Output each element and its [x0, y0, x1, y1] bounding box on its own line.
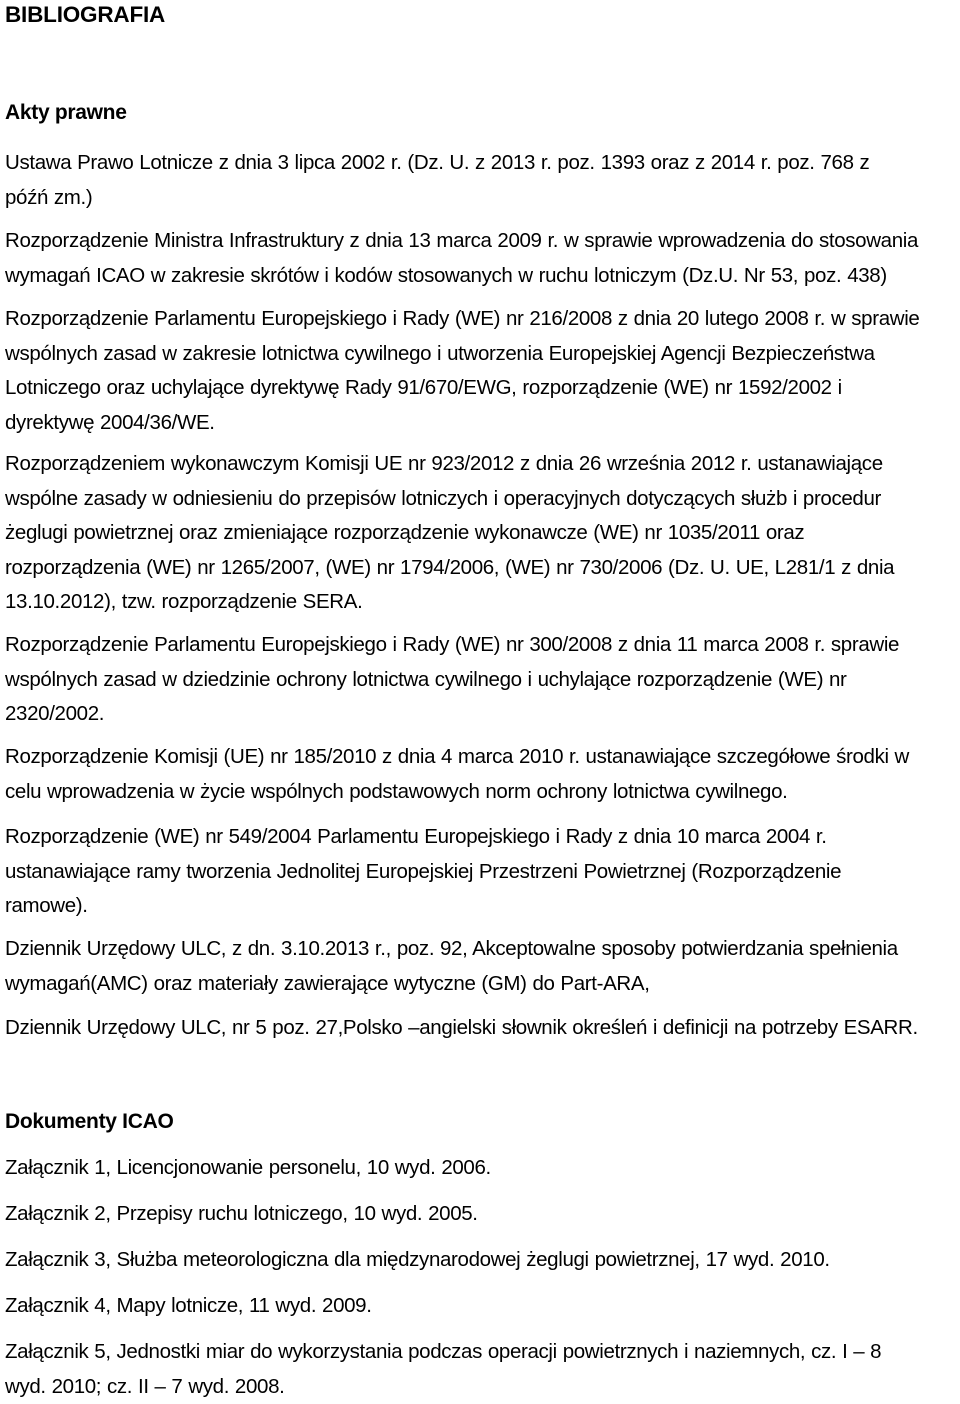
entry-line: wymagań(AMC) oraz materiały zawierające wytyczne (GM) do Part-ARA, — [5, 967, 898, 1002]
entry-line: Lotniczego oraz uchylające dyrektywę Rady 91/670/EWG, rozporządzenie (WE) nr 1592/2002 i — [5, 371, 919, 406]
entry-line: dyrektywę 2004/36/WE. — [5, 406, 919, 441]
entry-line: rozporządzenia (WE) nr 1265/2007, (WE) nr 1794/2006, (WE) nr 730/2006 (Dz. U. UE, L281/1 z dnia — [5, 551, 894, 586]
entry-line: żeglugi powietrznej oraz zmieniające rozporządzenie wykonawcze (WE) nr 1035/2011 oraz — [5, 516, 894, 551]
entry-line: wspólne zasady w odniesieniu do przepisów lotniczych i operacyjnych dotyczących służb i procedur — [5, 482, 894, 517]
entry-line: Załącznik 4, Mapy lotnicze, 11 wyd. 2009. — [5, 1289, 372, 1324]
entry-line: 2320/2002. — [5, 697, 899, 732]
entry-line: 13.10.2012), tzw. rozporządzenie SERA. — [5, 585, 894, 620]
entry-line: Rozporządzenie Ministra Infrastruktury z dnia 13 marca 2009 r. w sprawie wprowadzenia do stosowania — [5, 224, 918, 259]
bibliography-entry — [5, 820, 841, 924]
bibliography-entry — [5, 932, 898, 1001]
section-heading-icao-documents: Dokumenty ICAO — [5, 1109, 174, 1135]
bibliography-entry — [5, 1197, 478, 1232]
entry-line: ramowe). — [5, 889, 841, 924]
bibliography-entry — [5, 1289, 372, 1324]
entry-line: Rozporządzeniem wykonawczym Komisji UE nr 923/2012 z dnia 26 września 2012 r. ustanawiające — [5, 447, 894, 482]
entry-line: Załącznik 3, Służba meteorologiczna dla międzynarodowej żeglugi powietrznej, 17 wyd. 2010. — [5, 1243, 830, 1278]
bibliography-entry — [5, 302, 919, 440]
entry-line: Rozporządzenie Parlamentu Europejskiego i Rady (WE) nr 216/2008 z dnia 20 lutego 2008 r. w sprawie — [5, 302, 919, 337]
bibliography-entry — [5, 146, 869, 215]
bibliography-entry — [5, 740, 909, 809]
bibliography-entry — [5, 1011, 918, 1046]
entry-line: Rozporządzenie (WE) nr 549/2004 Parlamentu Europejskiego i Rady z dnia 10 marca 2004 r. — [5, 820, 841, 855]
entry-line: wspólnych zasad w dziedzinie ochrony lotnictwa cywilnego i uchylające rozporządzenie (WE) nr — [5, 663, 899, 698]
entry-line: późń zm.) — [5, 181, 869, 216]
entry-line: Dziennik Urzędowy ULC, z dn. 3.10.2013 r., poz. 92, Akceptowalne sposoby potwierdzania spełnienia — [5, 932, 898, 967]
entry-line: wspólnych zasad w zakresie lotnictwa cywilnego i utworzenia Europejskiej Agencji Bezpieczeństwa — [5, 337, 919, 372]
bibliography-entry — [5, 224, 918, 293]
bibliography-entry — [5, 447, 894, 620]
bibliography-entry — [5, 1335, 881, 1404]
bibliography-entry — [5, 1151, 491, 1186]
entry-line: ustanawiające ramy tworzenia Jednolitej Europejskiej Przestrzeni Powietrznej (Rozporządzenie — [5, 855, 841, 890]
bibliography-entry — [5, 1243, 830, 1278]
entry-line: Załącznik 2, Przepisy ruchu lotniczego, 10 wyd. 2005. — [5, 1197, 478, 1232]
entry-line: Dziennik Urzędowy ULC, nr 5 poz. 27,Polsko –angielski słownik określeń i definicji na potrzeby ESARR. — [5, 1011, 918, 1046]
entry-line: Ustawa Prawo Lotnicze z dnia 3 lipca 2002 r. (Dz. U. z 2013 r. poz. 1393 oraz z 2014 r. poz. 768 z — [5, 146, 869, 181]
entry-line: wyd. 2010; cz. II – 7 wyd. 2008. — [5, 1370, 881, 1404]
entry-line: Rozporządzenie Parlamentu Europejskiego i Rady (WE) nr 300/2008 z dnia 11 marca 2008 r. sprawie — [5, 628, 899, 663]
entry-line: Załącznik 1, Licencjonowanie personelu, 10 wyd. 2006. — [5, 1151, 491, 1186]
entry-line: Załącznik 5, Jednostki miar do wykorzystania podczas operacji powietrznych i naziemnych, cz. I – 8 — [5, 1335, 881, 1370]
section-heading-legal-acts: Akty prawne — [5, 100, 127, 126]
entry-line: Rozporządzenie Komisji (UE) nr 185/2010 z dnia 4 marca 2010 r. ustanawiające szczegółowe środki w — [5, 740, 909, 775]
entry-line: wymagań ICAO w zakresie skrótów i kodów stosowanych w ruchu lotniczym (Dz.U. Nr 53, poz. 438) — [5, 259, 918, 294]
bibliography-entry — [5, 628, 899, 732]
entry-line: celu wprowadzenia w życie wspólnych podstawowych norm ochrony lotnictwa cywilnego. — [5, 775, 909, 810]
page-title: BIBLIOGRAFIA — [5, 2, 165, 28]
